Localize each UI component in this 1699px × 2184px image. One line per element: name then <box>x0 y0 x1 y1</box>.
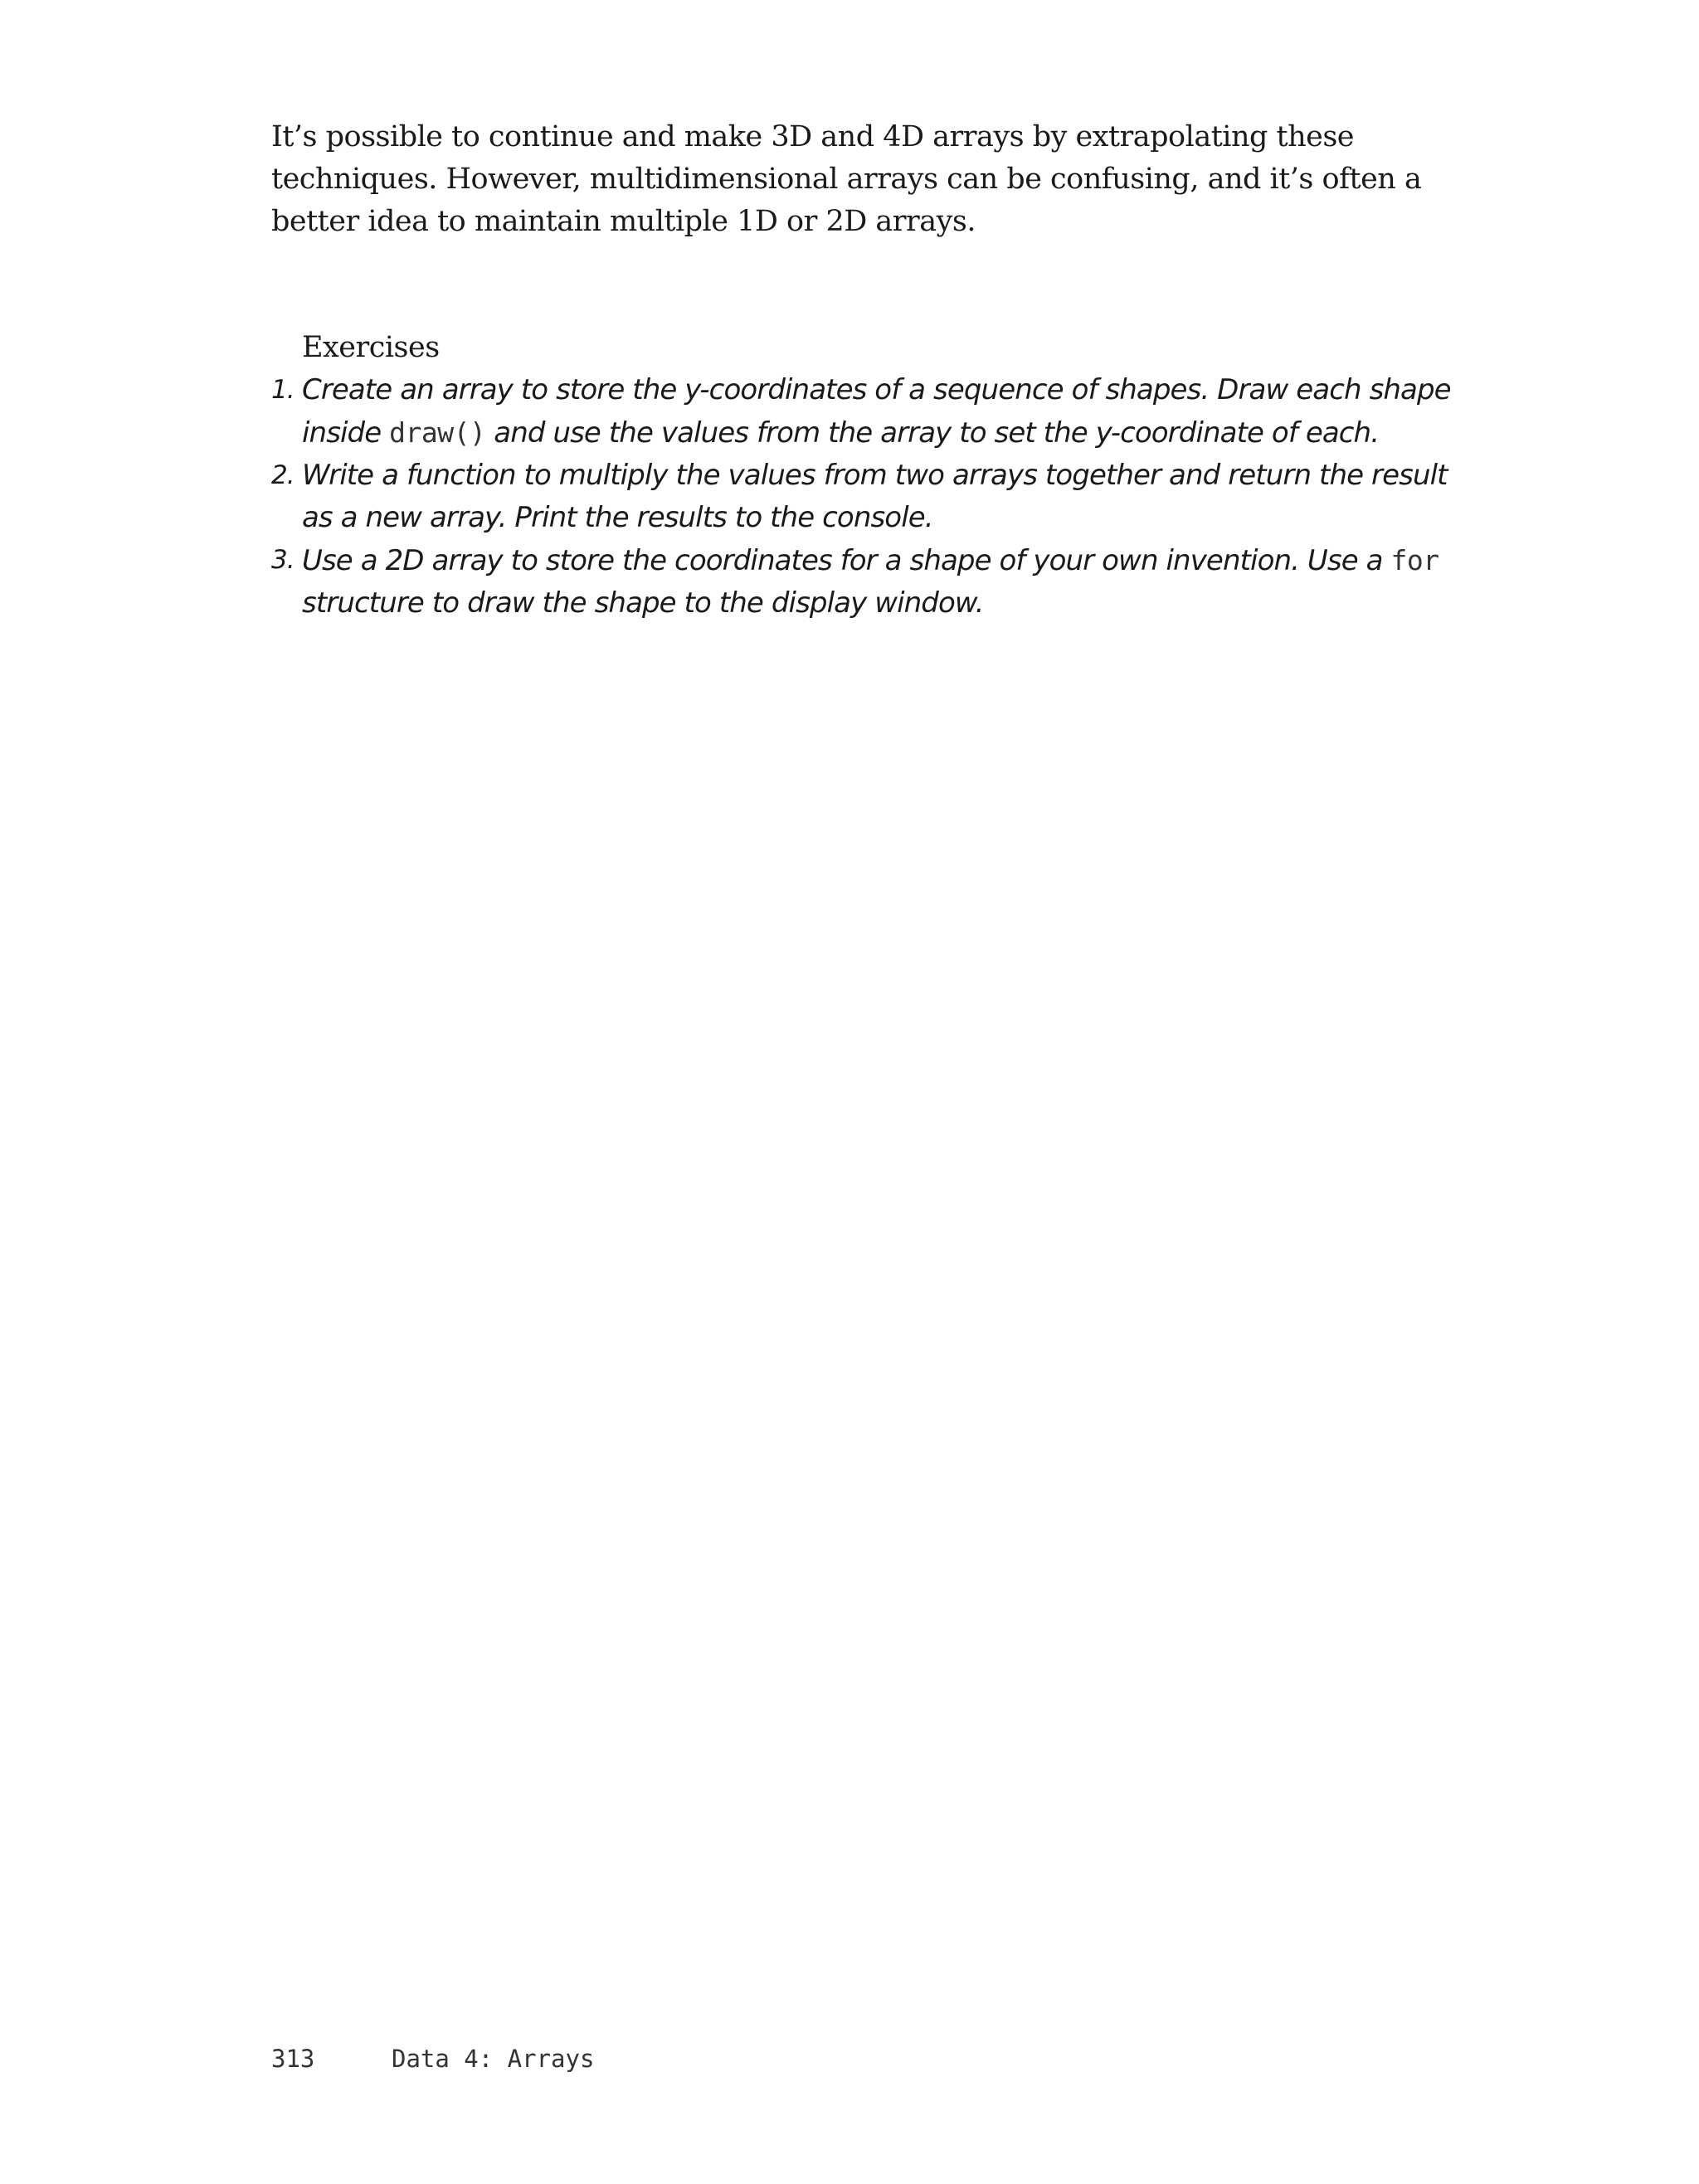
exercises-heading: Exercises <box>302 331 440 364</box>
exercise-text: Use a 2D array to store the coordinates for a shape of your own invention. Use a <box>302 544 1391 577</box>
page-footer <box>271 2042 594 2075</box>
exercise-number: 2. <box>271 460 295 490</box>
exercise-item-3 <box>271 539 1482 625</box>
code-snippet: for <box>1390 544 1439 576</box>
exercise-item-2 <box>271 455 1482 539</box>
page-number: 313 <box>271 2045 315 2073</box>
intro-paragraph: It’s possible to continue and make 3D and 4D arrays by extrapolating these techniques. However, multidimensional arrays can be confusing, and it’s often a better idea to maintain multiple 1D or 2D arrays. <box>271 120 1422 238</box>
exercise-item-1 <box>271 369 1482 455</box>
exercise-text: and use the values from the array to set the y-coordinate of each. <box>485 416 1380 450</box>
exercise-text: structure to draw the shape to the display window. <box>302 586 984 620</box>
exercise-number: 3. <box>271 545 295 575</box>
exercise-text: Create an array to store the y-coordinates of a sequence of shapes. Draw each shape inside <box>302 373 1451 450</box>
exercise-list <box>271 369 1482 625</box>
exercises-section <box>271 327 1482 625</box>
code-snippet: draw() <box>389 416 486 449</box>
exercise-text: Write a function to multiply the values from two arrays together and return the result as a new array. Print the results to the console. <box>302 459 1448 534</box>
section-title: Data 4: Arrays <box>392 2045 595 2073</box>
exercise-number: 1. <box>271 375 295 405</box>
